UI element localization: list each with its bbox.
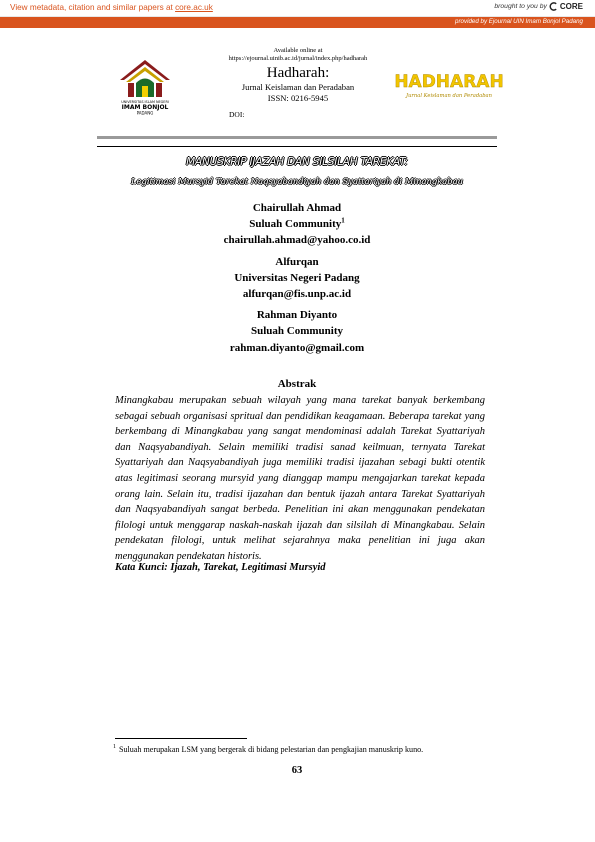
core-logo-label: CORE — [559, 2, 583, 11]
svg-text:Jurnal Keislaman dan Peradaban: Jurnal Keislaman dan Peradaban — [406, 93, 492, 99]
core-logo-icon — [549, 2, 558, 11]
authors-block — [97, 200, 497, 361]
author-email[interactable]: rahman.diyanto@gmail.com — [229, 341, 365, 354]
svg-text:HADHARAH: HADHARAH — [394, 72, 504, 92]
core-link-text: View metadata, citation and similar papers at — [10, 3, 176, 12]
footnote-divider — [115, 738, 247, 739]
core-top-strip — [0, 0, 595, 17]
hadharah-logo — [393, 70, 505, 102]
svg-text:PADANG: PADANG — [136, 110, 154, 116]
available-online-label: Available online at — [273, 47, 323, 54]
author-affiliation: Universitas Negeri Padang — [234, 271, 360, 284]
paper-title: MANUSKRIP IJAZAH DAN SILSILAH TAREKAT: — [186, 156, 408, 168]
page-number: 63 — [291, 765, 303, 776]
paper-subtitle: Legitimasi Mursyid Tarekat Naqsyabandiyah dan Syattariyah di Minangkabau — [130, 176, 464, 186]
journal-issn: ISSN: 0216-5945 — [267, 92, 329, 103]
footnote-ref[interactable]: 1 — [341, 216, 345, 225]
core-banner — [0, 0, 595, 28]
header-divider-grey — [97, 136, 497, 139]
header-divider-black — [97, 146, 497, 147]
journal-subtitle: Jurnal Keislaman dan Peradaban — [241, 82, 355, 92]
core-metadata-link[interactable] — [10, 3, 213, 12]
journal-url[interactable]: https://ejournal.uinib.ac.id/jurnal/index.php/hadharah — [228, 55, 368, 62]
keywords: Kata Kunci: Ijazah, Tarekat, Legitimasi Mursyid — [115, 562, 326, 573]
footnote-mark: 1 — [113, 744, 116, 751]
author-2 — [97, 254, 497, 303]
author-name: Rahman Diyanto — [256, 309, 338, 322]
author-email[interactable]: alfurqan@fis.unp.ac.id — [242, 288, 352, 301]
core-provided-strip — [0, 17, 595, 28]
core-brought-by[interactable] — [494, 2, 583, 11]
core-link-domain[interactable]: core.ac.uk — [175, 3, 213, 12]
author-affiliation: Suluah Community$^1$ — [249, 216, 345, 231]
footnote — [113, 745, 513, 754]
author-1 — [97, 200, 497, 249]
abstract-heading: Abstrak — [277, 378, 317, 390]
footnote-text: Suluah merupakan LSM yang bergerak di bidang pelestarian dan pengkajian manuskrip kuno. — [119, 745, 424, 754]
journal-header — [200, 47, 396, 103]
abstract-text: Minangkabau merupakan sebuah wilayah yang mana tarekat banyak berkembang sebagai sebuah organisasi spritual dan pendidikan keagamaan. Beberapa tarekat yang berkembang di Minangkabau yang sangat mendominasi adalah Tarekat Syattariyah dan Naqsyabandiyah. Selain memiliki tradisi sanad keilmuan, ternyata Tarekat Syattariyah dan Naqsyabandiyah juga memiliki tradisi ijazahan sebagi bukti otentik atas legitimasi seorang mursyid yang dianggap mampu mengajarkan tarekat kepada orang lain. Selain itu, tradisi ijazahan dan bentuk ijazah antara Tarekat Syattariyah dan Naqsyabandiyah sangat berbeda. Penelitian ini akan menggunakan pendekatan filologi untuk menggarap naskah-naskah ijazah dan silsilah di Minangkabau. Selain pendekatan filologi, untuk melihat sejarahnya maka penelitian ini juga akan menggunakan pendekatan historis. — [115, 395, 485, 562]
svg-text:UNIVERSITAS ISLAM NEGERI: UNIVERSITAS ISLAM NEGERI — [121, 100, 169, 104]
author-3 — [97, 307, 497, 356]
author-name: Alfurqan — [275, 255, 319, 268]
uin-imam-bonjol-logo — [114, 54, 176, 116]
brought-by-text: brought to you by — [494, 3, 547, 10]
author-name: Chairullah Ahmad — [252, 202, 342, 214]
author-affiliation: Suluah Community — [250, 325, 343, 338]
journal-title: Hadharah: — [266, 65, 330, 81]
author-email[interactable]: chairullah.ahmad@yahoo.co.id — [223, 234, 371, 247]
provided-by-text: provided by Ejournal UIN Imam Bonjol Padang — [455, 18, 583, 25]
svg-text:IMAM BONJOL: IMAM BONJOL — [121, 104, 169, 111]
doi-label: DOI: — [229, 110, 245, 119]
